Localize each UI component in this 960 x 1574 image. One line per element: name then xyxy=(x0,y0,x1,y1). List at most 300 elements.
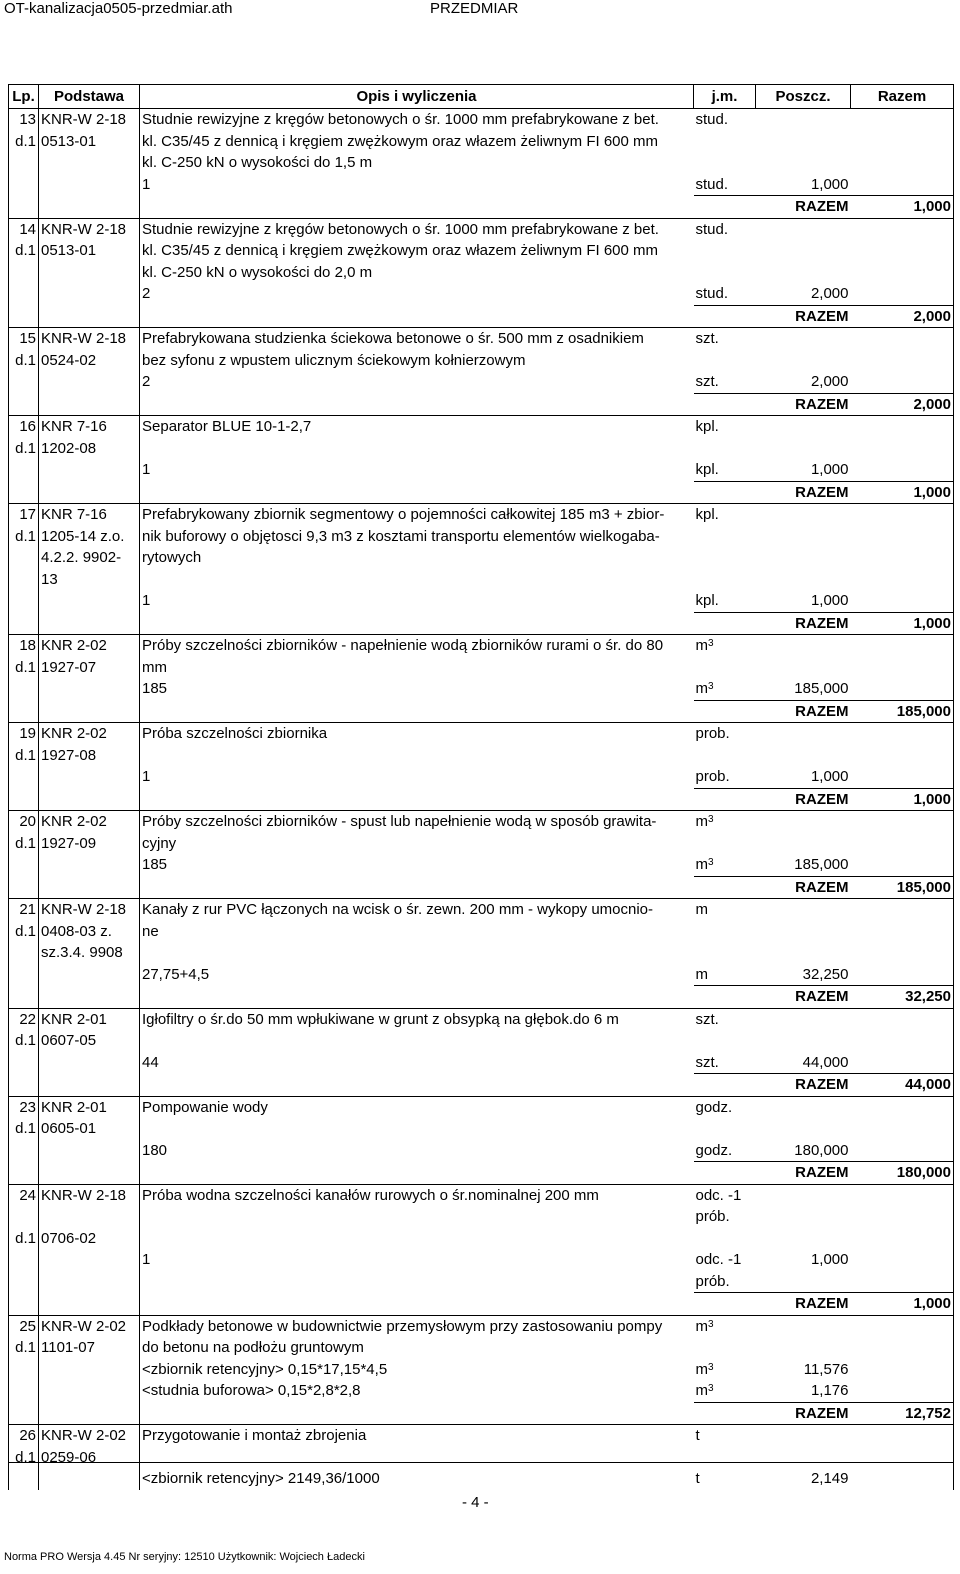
item-description: bez syfonu z wpustem ulicznym ściekowym kołnierzowym xyxy=(140,350,694,372)
item-description: Próby szczelności zbiorników - napełnienie wodą zbiorników rurami o śr. do 80 xyxy=(140,635,694,657)
item-number: 16 xyxy=(9,416,39,438)
calc-expression: 1 xyxy=(140,1249,694,1293)
item-partial xyxy=(756,833,851,855)
item-basis: 1927-09 xyxy=(39,833,140,855)
item-description xyxy=(140,1162,694,1185)
calc-unit xyxy=(694,1249,756,1293)
item-partial xyxy=(756,240,851,262)
item-partial xyxy=(756,547,851,569)
calc-unit xyxy=(694,459,756,481)
item-total xyxy=(851,942,954,964)
item-number xyxy=(9,481,39,504)
calc-value: 11,576 xyxy=(803,1360,849,1378)
item-total xyxy=(851,723,954,745)
table-row xyxy=(9,1447,954,1469)
item-total xyxy=(851,1380,954,1402)
item-unit xyxy=(694,833,756,855)
item-number xyxy=(9,1162,39,1185)
razem-value: 185,000 xyxy=(851,700,954,723)
table-row xyxy=(9,438,954,460)
item-number xyxy=(9,569,39,591)
razem-value: 1,000 xyxy=(851,196,954,219)
item-partial xyxy=(756,1096,851,1118)
unit-text: t xyxy=(695,1427,700,1444)
item-total xyxy=(851,1118,954,1140)
item-number xyxy=(9,700,39,723)
table-row xyxy=(9,328,954,350)
item-total xyxy=(851,152,954,174)
razem-value: 12,752 xyxy=(851,1402,954,1425)
item-number: 26 xyxy=(9,1425,39,1447)
unit-text: kpl. xyxy=(695,418,719,435)
item-total xyxy=(851,1030,954,1052)
item-number xyxy=(9,1052,39,1074)
calc-unit xyxy=(694,174,756,196)
table-row xyxy=(9,1184,954,1228)
item-total xyxy=(851,1008,954,1030)
item-basis: 1205-14 z.o. xyxy=(39,526,140,548)
item-number xyxy=(9,612,39,635)
item-basis xyxy=(39,393,140,416)
calc-value: 2,149 xyxy=(810,1470,849,1487)
item-number: d.1 xyxy=(9,1447,39,1469)
unit-text: kpl. xyxy=(695,461,719,478)
item-description xyxy=(140,1447,694,1469)
razem-spacer xyxy=(694,481,756,504)
calc-expression: 2 xyxy=(140,283,694,305)
item-number xyxy=(9,174,39,196)
item-unit xyxy=(694,131,756,153)
item-number xyxy=(9,459,39,481)
unit-text: szt. xyxy=(695,1053,719,1071)
item-description: kl. C35/45 z dennicą i kręgiem zwężkowym oraz włazem żeliwnym FI 600 mm xyxy=(140,131,694,153)
item-unit xyxy=(694,547,756,569)
item-description: Kanały z rur PVC łączonych na wcisk o śr. zewn. 200 mm - wykopy umocnio- xyxy=(140,899,694,921)
table-row xyxy=(9,942,954,964)
item-partial xyxy=(756,526,851,548)
item-unit xyxy=(694,1008,756,1030)
item-basis: KNR 7-16 xyxy=(39,416,140,438)
item-description xyxy=(140,788,694,811)
col-poszcz: Poszcz. xyxy=(756,85,851,109)
table-row xyxy=(9,109,954,131)
razem-row xyxy=(9,876,954,899)
item-description xyxy=(140,876,694,899)
razem-row xyxy=(9,986,954,1009)
razem-row xyxy=(9,393,954,416)
item-number xyxy=(9,1293,39,1316)
table-row xyxy=(9,152,954,174)
calc-expression: <zbiornik retencyjny> 0,15*17,15*4,5 xyxy=(140,1359,694,1381)
calc-value: 2,000 xyxy=(810,373,849,390)
calc-expression: 1 xyxy=(140,174,694,196)
razem-value: 32,250 xyxy=(851,986,954,1009)
item-basis xyxy=(39,1162,140,1185)
calc-unit xyxy=(694,964,756,986)
item-number: d.1 xyxy=(9,921,39,943)
item-number: 13 xyxy=(9,109,39,131)
item-description xyxy=(140,986,694,1009)
calc-expression: <studnia buforowa> 0,15*2,8*2,8 xyxy=(140,1380,694,1402)
item-description: Studnie rewizyjne z kręgów betonowych o śr. 1000 mm prefabrykowane z bet. xyxy=(140,218,694,240)
item-total xyxy=(851,1249,954,1293)
calc-expression: 185 xyxy=(140,854,694,876)
item-description xyxy=(140,1118,694,1140)
razem-spacer xyxy=(694,700,756,723)
item-basis: 0605-01 xyxy=(39,1118,140,1140)
item-unit xyxy=(694,1425,756,1447)
item-basis: 1202-08 xyxy=(39,438,140,460)
item-partial xyxy=(756,921,851,943)
table-row xyxy=(9,262,954,284)
item-description xyxy=(140,196,694,219)
razem-value: 1,000 xyxy=(851,1293,954,1316)
unit-text: kpl. xyxy=(695,506,719,523)
item-number xyxy=(9,1402,39,1425)
item-description: kl. C-250 kN o wysokości do 1,5 m xyxy=(140,152,694,174)
item-basis xyxy=(39,964,140,986)
table-row xyxy=(9,921,954,943)
item-basis xyxy=(39,1359,140,1381)
razem-label: RAZEM xyxy=(756,612,851,635)
item-partial xyxy=(756,438,851,460)
item-partial xyxy=(756,262,851,284)
item-total xyxy=(851,371,954,393)
unit-text: szt. xyxy=(695,373,719,390)
item-partial xyxy=(756,942,851,964)
razem-row xyxy=(9,305,954,328)
item-number: d.1 xyxy=(9,1118,39,1140)
table-row xyxy=(9,1030,954,1052)
calc-value: 2,000 xyxy=(810,285,849,302)
razem-row xyxy=(9,612,954,635)
item-number: d.1 xyxy=(9,1337,39,1359)
unit-superscript: 3 xyxy=(708,1318,714,1330)
item-basis xyxy=(39,283,140,305)
bottom-rule xyxy=(8,1462,953,1463)
item-description: Prefabrykowany zbiornik segmentowy o pojemności całkowitej 185 m3 + zbior- xyxy=(140,504,694,526)
item-total xyxy=(851,1315,954,1337)
item-unit xyxy=(694,240,756,262)
item-unit xyxy=(694,657,756,679)
unit-text: odc. -1 prób. xyxy=(695,1251,742,1290)
razem-spacer xyxy=(694,393,756,416)
item-partial xyxy=(756,416,851,438)
calc-unit xyxy=(694,1359,756,1381)
unit-text: godz. xyxy=(695,1098,733,1116)
footer: Norma PRO Wersja 4.45 Nr seryjny: 12510 Użytkownik: Wojciech Ładecki xyxy=(4,1551,365,1563)
razem-value: 1,000 xyxy=(851,788,954,811)
calc-value: 1,000 xyxy=(810,175,849,193)
table-row xyxy=(9,723,954,745)
table-row xyxy=(9,569,954,591)
item-total xyxy=(851,547,954,569)
item-description xyxy=(140,481,694,504)
item-basis xyxy=(39,766,140,788)
razem-label: RAZEM xyxy=(756,393,851,416)
item-description xyxy=(140,942,694,964)
item-basis xyxy=(39,700,140,723)
item-basis xyxy=(39,612,140,635)
item-number: 21 xyxy=(9,899,39,921)
item-number xyxy=(9,393,39,416)
item-total xyxy=(851,283,954,305)
item-number: d.1 xyxy=(9,833,39,855)
item-partial xyxy=(756,131,851,153)
calc-expression: 1 xyxy=(140,766,694,788)
item-description xyxy=(140,700,694,723)
unit-text: prob. xyxy=(695,725,730,742)
table-row xyxy=(9,1315,954,1337)
item-basis: 0513-01 xyxy=(39,240,140,262)
item-partial xyxy=(756,328,851,350)
table-row xyxy=(9,218,954,240)
item-total xyxy=(851,1447,954,1469)
item-total xyxy=(851,1359,954,1381)
item-basis: 1101-07 xyxy=(39,1337,140,1359)
item-unit xyxy=(694,152,756,174)
item-basis xyxy=(39,196,140,219)
item-basis xyxy=(39,174,140,196)
table-row xyxy=(9,526,954,548)
razem-label: RAZEM xyxy=(756,1162,851,1185)
item-number: 19 xyxy=(9,723,39,745)
calc-row xyxy=(9,1052,954,1074)
item-description: Podkłady betonowe w budownictwie przemysłowym przy zastosowaniu pompy xyxy=(140,1315,694,1337)
item-total xyxy=(851,678,954,700)
item-number xyxy=(9,283,39,305)
razem-spacer xyxy=(694,876,756,899)
item-unit xyxy=(694,723,756,745)
item-unit xyxy=(694,1118,756,1140)
item-partial xyxy=(756,1030,851,1052)
item-unit xyxy=(694,218,756,240)
item-unit xyxy=(694,899,756,921)
item-unit xyxy=(694,745,756,767)
item-total xyxy=(851,350,954,372)
razem-label: RAZEM xyxy=(756,876,851,899)
item-partial xyxy=(756,109,851,131)
razem-spacer xyxy=(694,1074,756,1097)
item-total xyxy=(851,131,954,153)
col-podstawa: Podstawa xyxy=(39,85,140,109)
calc-value: 185,000 xyxy=(794,680,849,697)
file-name: OT-kanalizacja0505-przedmiar.ath xyxy=(4,0,233,17)
razem-spacer xyxy=(694,612,756,635)
item-total xyxy=(851,218,954,240)
item-total xyxy=(851,1468,954,1490)
table-row xyxy=(9,745,954,767)
item-basis xyxy=(39,876,140,899)
item-total xyxy=(851,921,954,943)
calc-unit xyxy=(694,1380,756,1402)
item-total xyxy=(851,811,954,833)
item-basis xyxy=(39,590,140,612)
item-unit xyxy=(694,416,756,438)
unit-text: m xyxy=(695,1360,708,1378)
item-description: cyjny xyxy=(140,833,694,855)
calc-row xyxy=(9,1140,954,1162)
table-row xyxy=(9,1008,954,1030)
item-number: d.1 xyxy=(9,526,39,548)
item-partial xyxy=(756,1425,851,1447)
item-total xyxy=(851,1096,954,1118)
calc-expression: 185 xyxy=(140,678,694,700)
item-description: Separator BLUE 10-1-2,7 xyxy=(140,416,694,438)
item-number xyxy=(9,590,39,612)
header-row xyxy=(9,85,954,109)
item-description: Próba szczelności zbiornika xyxy=(140,723,694,745)
razem-row xyxy=(9,1402,954,1425)
item-total xyxy=(851,899,954,921)
item-basis xyxy=(39,854,140,876)
col-jm: j.m. xyxy=(694,85,756,109)
item-description xyxy=(140,305,694,328)
unit-text: kpl. xyxy=(695,592,719,609)
item-number: 22 xyxy=(9,1008,39,1030)
item-unit xyxy=(694,109,756,131)
item-description: Przygotowanie i montaż zbrojenia xyxy=(140,1425,694,1447)
item-partial xyxy=(756,745,851,767)
unit-superscript: 3 xyxy=(708,1383,714,1394)
item-total xyxy=(851,1228,954,1250)
item-unit xyxy=(694,526,756,548)
item-unit xyxy=(694,635,756,657)
item-number: 15 xyxy=(9,328,39,350)
item-basis: 0524-02 xyxy=(39,350,140,372)
item-total xyxy=(851,109,954,131)
razem-spacer xyxy=(694,986,756,1009)
item-partial xyxy=(756,1118,851,1140)
item-partial xyxy=(756,1008,851,1030)
item-number xyxy=(9,986,39,1009)
calc-expression: 180 xyxy=(140,1140,694,1162)
item-total xyxy=(851,766,954,788)
item-description: Pompowanie wody xyxy=(140,1096,694,1118)
item-unit xyxy=(694,1315,756,1337)
item-number: d.1 xyxy=(9,350,39,372)
item-number: d.1 xyxy=(9,1228,39,1250)
razem-value: 180,000 xyxy=(851,1162,954,1185)
unit-text: m xyxy=(695,813,708,830)
calc-row xyxy=(9,174,954,196)
razem-value: 185,000 xyxy=(851,876,954,899)
item-number xyxy=(9,371,39,393)
calc-expression: <zbiornik retencyjny> 2149,36/1000 xyxy=(140,1468,694,1490)
col-razem: Razem xyxy=(851,85,954,109)
razem-spacer xyxy=(694,788,756,811)
calc-unit xyxy=(694,854,756,876)
calc-unit xyxy=(694,1052,756,1074)
item-description xyxy=(140,438,694,460)
item-description xyxy=(140,1228,694,1250)
item-total xyxy=(851,854,954,876)
item-number: d.1 xyxy=(9,657,39,679)
item-unit xyxy=(694,811,756,833)
item-description xyxy=(140,1402,694,1425)
item-basis xyxy=(39,481,140,504)
item-number xyxy=(9,1359,39,1381)
item-total xyxy=(851,262,954,284)
item-basis xyxy=(39,678,140,700)
unit-text: odc. -1 prób. xyxy=(695,1186,742,1225)
item-partial xyxy=(756,1228,851,1250)
item-basis: KNR-W 2-18 xyxy=(39,899,140,921)
item-basis: sz.3.4. 9908 xyxy=(39,942,140,964)
item-basis xyxy=(39,459,140,481)
item-number: 20 xyxy=(9,811,39,833)
item-total xyxy=(851,459,954,481)
unit-text: m xyxy=(695,901,708,918)
razem-label: RAZEM xyxy=(756,1402,851,1425)
item-number xyxy=(9,854,39,876)
item-unit xyxy=(694,1184,756,1228)
col-opis: Opis i wyliczenia xyxy=(140,85,694,109)
item-basis xyxy=(39,1052,140,1074)
item-description: Próby szczelności zbiorników - spust lub napełnienie wodą w sposób grawita- xyxy=(140,811,694,833)
razem-row xyxy=(9,788,954,811)
table-row xyxy=(9,547,954,569)
item-number xyxy=(9,305,39,328)
table-row xyxy=(9,1228,954,1250)
calc-unit xyxy=(694,678,756,700)
item-partial xyxy=(756,723,851,745)
calc-unit xyxy=(694,590,756,612)
calc-expression: 27,75+4,5 xyxy=(140,964,694,986)
item-basis xyxy=(39,1249,140,1293)
item-number: d.1 xyxy=(9,131,39,153)
item-description xyxy=(140,612,694,635)
item-basis xyxy=(39,986,140,1009)
item-number: d.1 xyxy=(9,1030,39,1052)
item-basis: KNR 2-02 xyxy=(39,811,140,833)
item-number: d.1 xyxy=(9,438,39,460)
item-partial xyxy=(756,899,851,921)
unit-text: t xyxy=(695,1470,700,1487)
razem-label: RAZEM xyxy=(756,305,851,328)
razem-spacer xyxy=(694,1162,756,1185)
item-unit xyxy=(694,1228,756,1250)
item-number xyxy=(9,1074,39,1097)
razem-value: 1,000 xyxy=(851,612,954,635)
item-description: kl. C35/45 z dennicą i kręgiem zwężkowym oraz włazem żeliwnym FI 600 mm xyxy=(140,240,694,262)
item-basis: KNR-W 2-18 xyxy=(39,328,140,350)
table-row xyxy=(9,504,954,526)
razem-row xyxy=(9,1293,954,1316)
item-partial xyxy=(756,152,851,174)
unit-text: m xyxy=(695,680,708,697)
table-row xyxy=(9,899,954,921)
item-unit xyxy=(694,921,756,943)
table-row xyxy=(9,1337,954,1359)
razem-value: 2,000 xyxy=(851,393,954,416)
calc-value: 1,000 xyxy=(810,592,849,609)
razem-label: RAZEM xyxy=(756,1074,851,1097)
calc-row xyxy=(9,854,954,876)
item-basis: 1927-08 xyxy=(39,745,140,767)
calc-value: 44,000 xyxy=(802,1053,849,1071)
razem-value: 1,000 xyxy=(851,481,954,504)
item-partial xyxy=(756,569,851,591)
item-unit xyxy=(694,504,756,526)
calc-unit xyxy=(694,283,756,305)
item-description xyxy=(140,1074,694,1097)
item-total xyxy=(851,833,954,855)
table-row xyxy=(9,350,954,372)
item-partial xyxy=(756,811,851,833)
item-basis xyxy=(39,371,140,393)
table-row xyxy=(9,657,954,679)
